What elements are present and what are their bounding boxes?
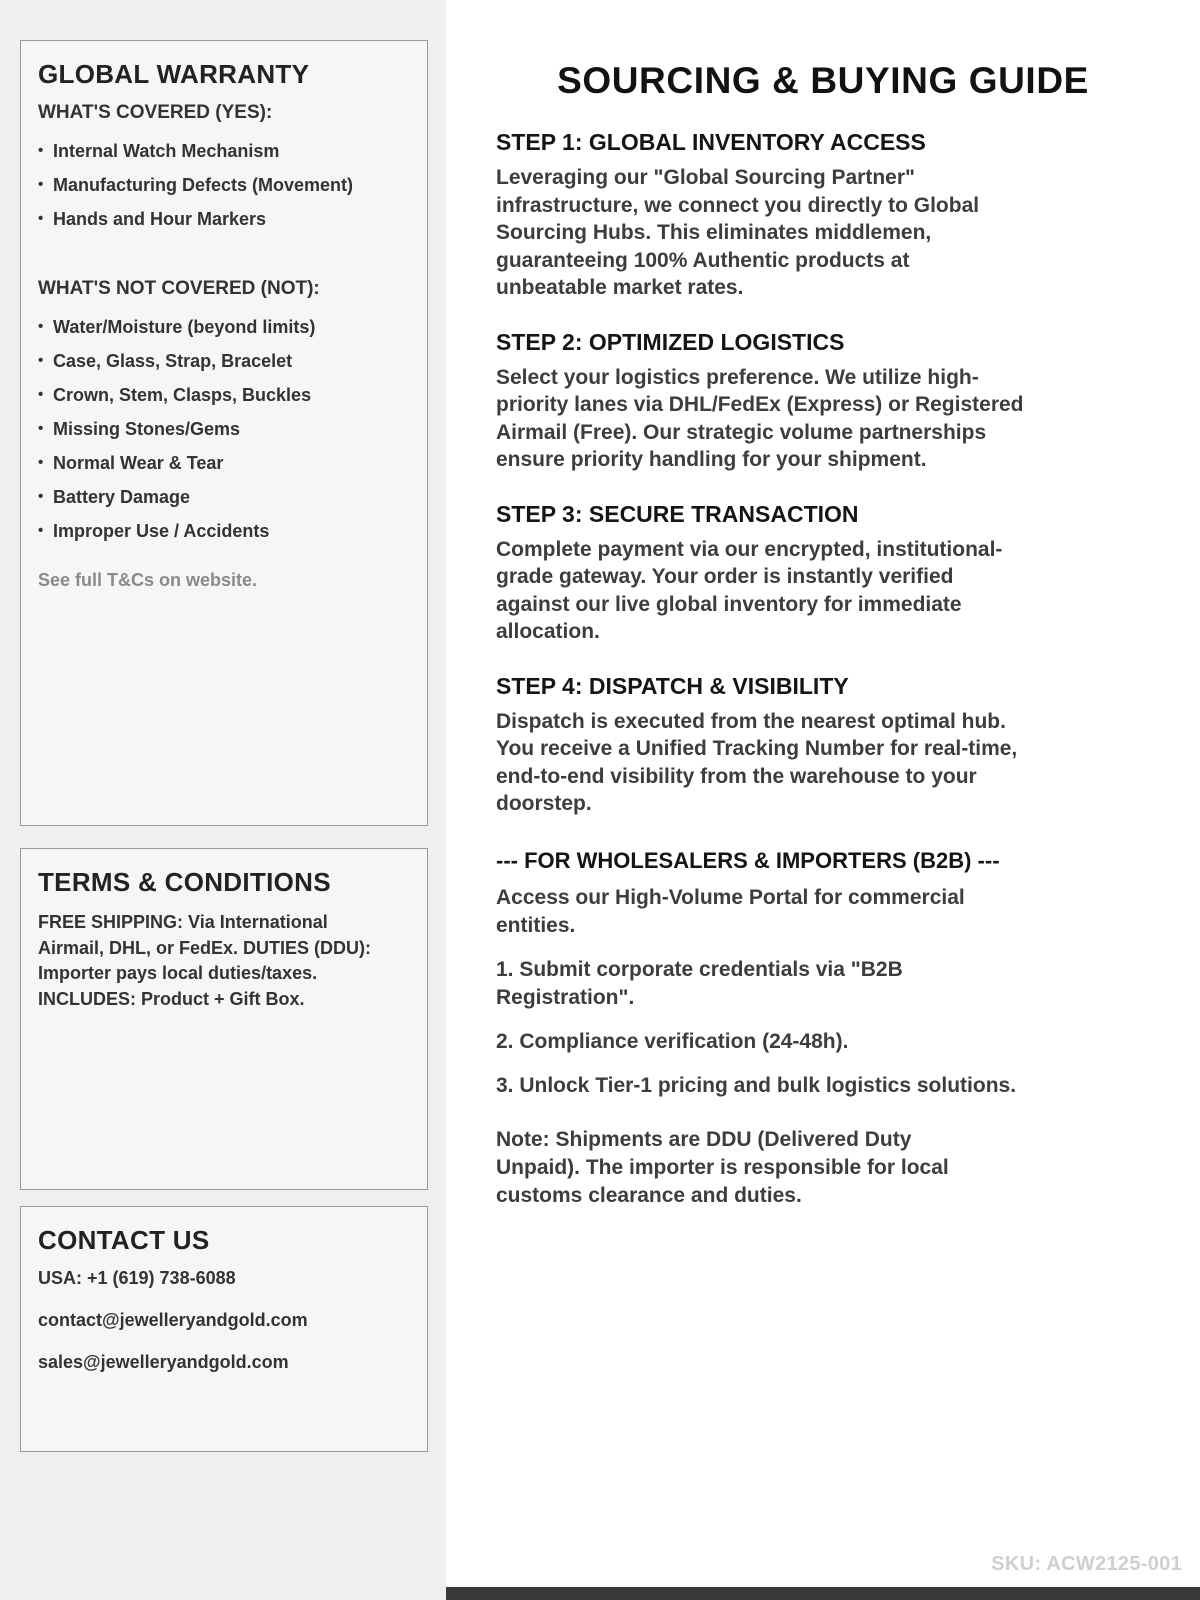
list-item: • Water/Moisture (beyond limits) [38, 310, 410, 344]
list-item: • Hands and Hour Markers [38, 202, 410, 236]
b2b-section [496, 848, 1041, 1210]
terms-title: TERMS & CONDITIONS [38, 867, 331, 897]
step-4-body: Dispatch is executed from the nearest optimal hub. You receive a Unified Tracking Number for real-time, end-to-end visibility from the warehouse to your doorstep. [496, 709, 1018, 815]
step-2-heading: STEP 2: OPTIMIZED LOGISTICS [496, 328, 845, 355]
covered-list [38, 134, 410, 236]
contact-phone: USA: +1 (619) 738-6088 [38, 1268, 236, 1288]
step-1-section [496, 129, 1041, 302]
step-1-body: Leveraging our "Global Sourcing Partner" infrastructure, we connect you directly to Global Sourcing Hubs. This eliminates middlemen, guaranteeing 100% Authentic products at unbeatable market rates. [496, 166, 980, 299]
covered-heading: WHAT'S COVERED (YES): [38, 102, 273, 123]
spacer [38, 242, 410, 278]
main-content [446, 0, 1200, 1600]
b2b-heading: --- FOR WHOLESALERS & IMPORTERS (B2B) --- [496, 847, 1000, 873]
list-item: • Crown, Stem, Clasps, Buckles [38, 378, 410, 412]
step-1-heading: STEP 1: GLOBAL INVENTORY ACCESS [496, 129, 926, 155]
b2b-intro: Access our High-Volume Portal for commercial entities. [496, 885, 965, 937]
list-item: • Manufacturing Defects (Movement) [38, 168, 410, 202]
warranty-title: GLOBAL WARRANTY [38, 59, 310, 89]
step-4-section [496, 673, 1041, 818]
sku-label: SKU: ACW2125-001 [991, 1553, 1182, 1575]
terms-body: FREE SHIPPING: Via International Airmail, DHL, or FedEx. DUTIES (DDU): Importer pays local duties/taxes. INCLUDES: Product + Gift Box. [38, 912, 372, 1009]
page-title: SOURCING & BUYING GUIDE [557, 60, 1089, 101]
guide-body [496, 129, 1041, 1210]
list-item: • Battery Damage [38, 480, 410, 514]
terms-conditions-box [20, 848, 428, 1190]
list-item: • Case, Glass, Strap, Bracelet [38, 344, 410, 378]
b2b-step-1: 1. Submit corporate credentials via "B2B Registration". [496, 957, 903, 1009]
list-item: • Internal Watch Mechanism [38, 134, 410, 168]
contact-email-primary: contact@jewelleryandgold.com [38, 1310, 308, 1330]
step-4-heading: STEP 4: DISPATCH & VISIBILITY [496, 672, 849, 699]
contact-title: CONTACT US [38, 1225, 210, 1255]
step-2-body: Select your logistics preference. We utilize high-priority lanes via DHL/FedEx (Express) or Registered Airmail (Free). Our strategic volume partnerships ensure priority handling for your shipment. [496, 365, 1024, 471]
not-covered-list [38, 310, 410, 548]
step-3-section [496, 501, 1041, 646]
step-3-heading: STEP 3: SECURE TRANSACTION [496, 500, 859, 527]
step-3-body: Complete payment via our encrypted, institutional-grade gateway. Your order is instantly verified against our live global inventory for immediate allocation. [496, 537, 1003, 643]
list-item: • Normal Wear & Tear [38, 446, 410, 480]
footer-bar [446, 1587, 1200, 1600]
warranty-footnote: See full T&Cs on website. [38, 570, 258, 590]
contact-email-sales: sales@jewelleryandgold.com [38, 1352, 289, 1372]
b2b-step-3: 3. Unlock Tier-1 pricing and bulk logistics solutions. [496, 1073, 1017, 1097]
contact-us-box [20, 1206, 428, 1452]
step-2-section [496, 329, 1041, 474]
b2b-note: Note: Shipments are DDU (Delivered Duty Unpaid). The importer is responsible for local customs clearance and duties. [496, 1127, 949, 1207]
sidebar [0, 0, 446, 1600]
b2b-step-2: 2. Compliance verification (24-48h). [496, 1029, 849, 1053]
not-covered-heading: WHAT'S NOT COVERED (NOT): [38, 278, 320, 299]
global-warranty-box [20, 40, 428, 826]
list-item: • Missing Stones/Gems [38, 412, 410, 446]
list-item: • Improper Use / Accidents [38, 514, 410, 548]
